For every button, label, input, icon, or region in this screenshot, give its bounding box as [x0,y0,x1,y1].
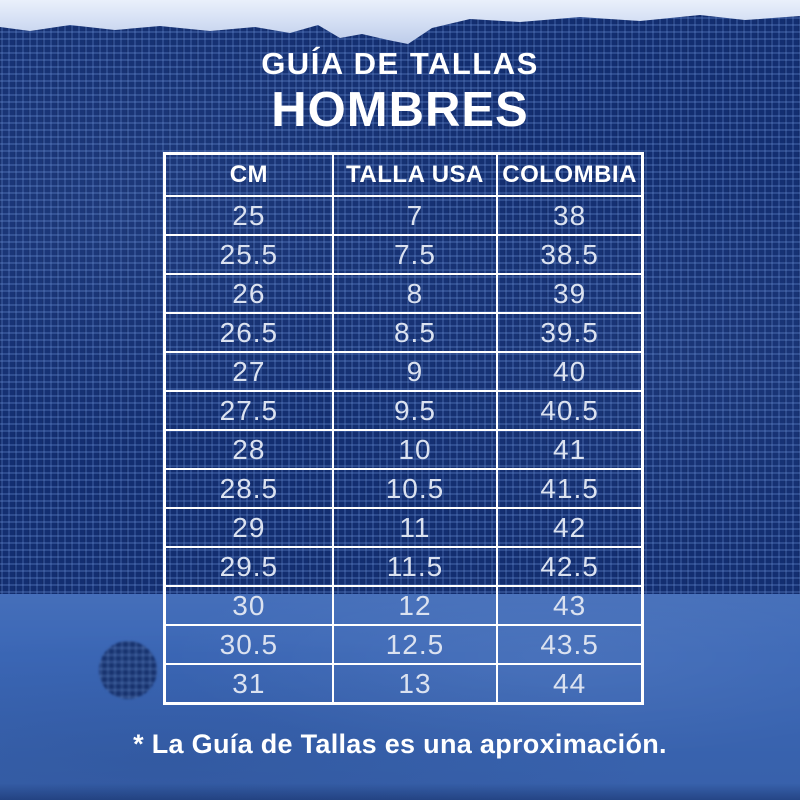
size-cell: 25.5 [165,235,333,274]
column-header: TALLA USA [333,154,497,197]
size-cell: 42.5 [497,547,642,586]
size-cell: 9 [333,352,497,391]
size-table [163,152,644,705]
size-cell: 30 [165,586,333,625]
size-cell: 7 [333,196,497,235]
footer-note: * La Guía de Tallas es una aproximación. [133,729,667,759]
size-cell: 31 [165,664,333,704]
size-cell: 40 [497,352,642,391]
size-cell: 30.5 [165,625,333,664]
size-cell: 26.5 [165,313,333,352]
table-row [165,274,643,313]
size-cell: 43 [497,586,642,625]
table-row [165,313,643,352]
size-cell: 27.5 [165,391,333,430]
size-cell: 39 [497,274,642,313]
table-row [165,586,643,625]
table-row [165,508,643,547]
size-cell: 29.5 [165,547,333,586]
size-cell: 25 [165,196,333,235]
size-cell: 13 [333,664,497,704]
size-cell: 44 [497,664,642,704]
table-row [165,469,643,508]
size-cell: 8 [333,274,497,313]
size-cell: 12 [333,586,497,625]
size-cell: 11.5 [333,547,497,586]
size-table-body [165,196,643,704]
header-row [165,154,643,197]
title-block [0,46,800,138]
size-table-header [165,154,643,197]
table-row [165,352,643,391]
size-cell: 28.5 [165,469,333,508]
size-cell: 26 [165,274,333,313]
size-cell: 42 [497,508,642,547]
size-cell: 43.5 [497,625,642,664]
size-cell: 27 [165,352,333,391]
column-header: COLOMBIA [497,154,642,197]
size-cell: 11 [333,508,497,547]
column-header: CM [165,154,333,197]
page-subtitle: HOMBRES [271,83,529,137]
table-row [165,625,643,664]
size-cell: 39.5 [497,313,642,352]
size-cell: 41 [497,430,642,469]
size-cell: 28 [165,430,333,469]
size-cell: 12.5 [333,625,497,664]
size-cell: 10.5 [333,469,497,508]
page-title: GUÍA DE TALLAS [261,46,539,81]
size-cell: 38.5 [497,235,642,274]
size-cell: 38 [497,196,642,235]
size-cell: 41.5 [497,469,642,508]
size-cell: 7.5 [333,235,497,274]
table-row [165,430,643,469]
table-row [165,391,643,430]
table-row [165,196,643,235]
table-row [165,235,643,274]
size-cell: 29 [165,508,333,547]
table-row [165,547,643,586]
size-cell: 8.5 [333,313,497,352]
size-cell: 40.5 [497,391,642,430]
size-cell: 9.5 [333,391,497,430]
table-row [165,664,643,704]
size-cell: 10 [333,430,497,469]
